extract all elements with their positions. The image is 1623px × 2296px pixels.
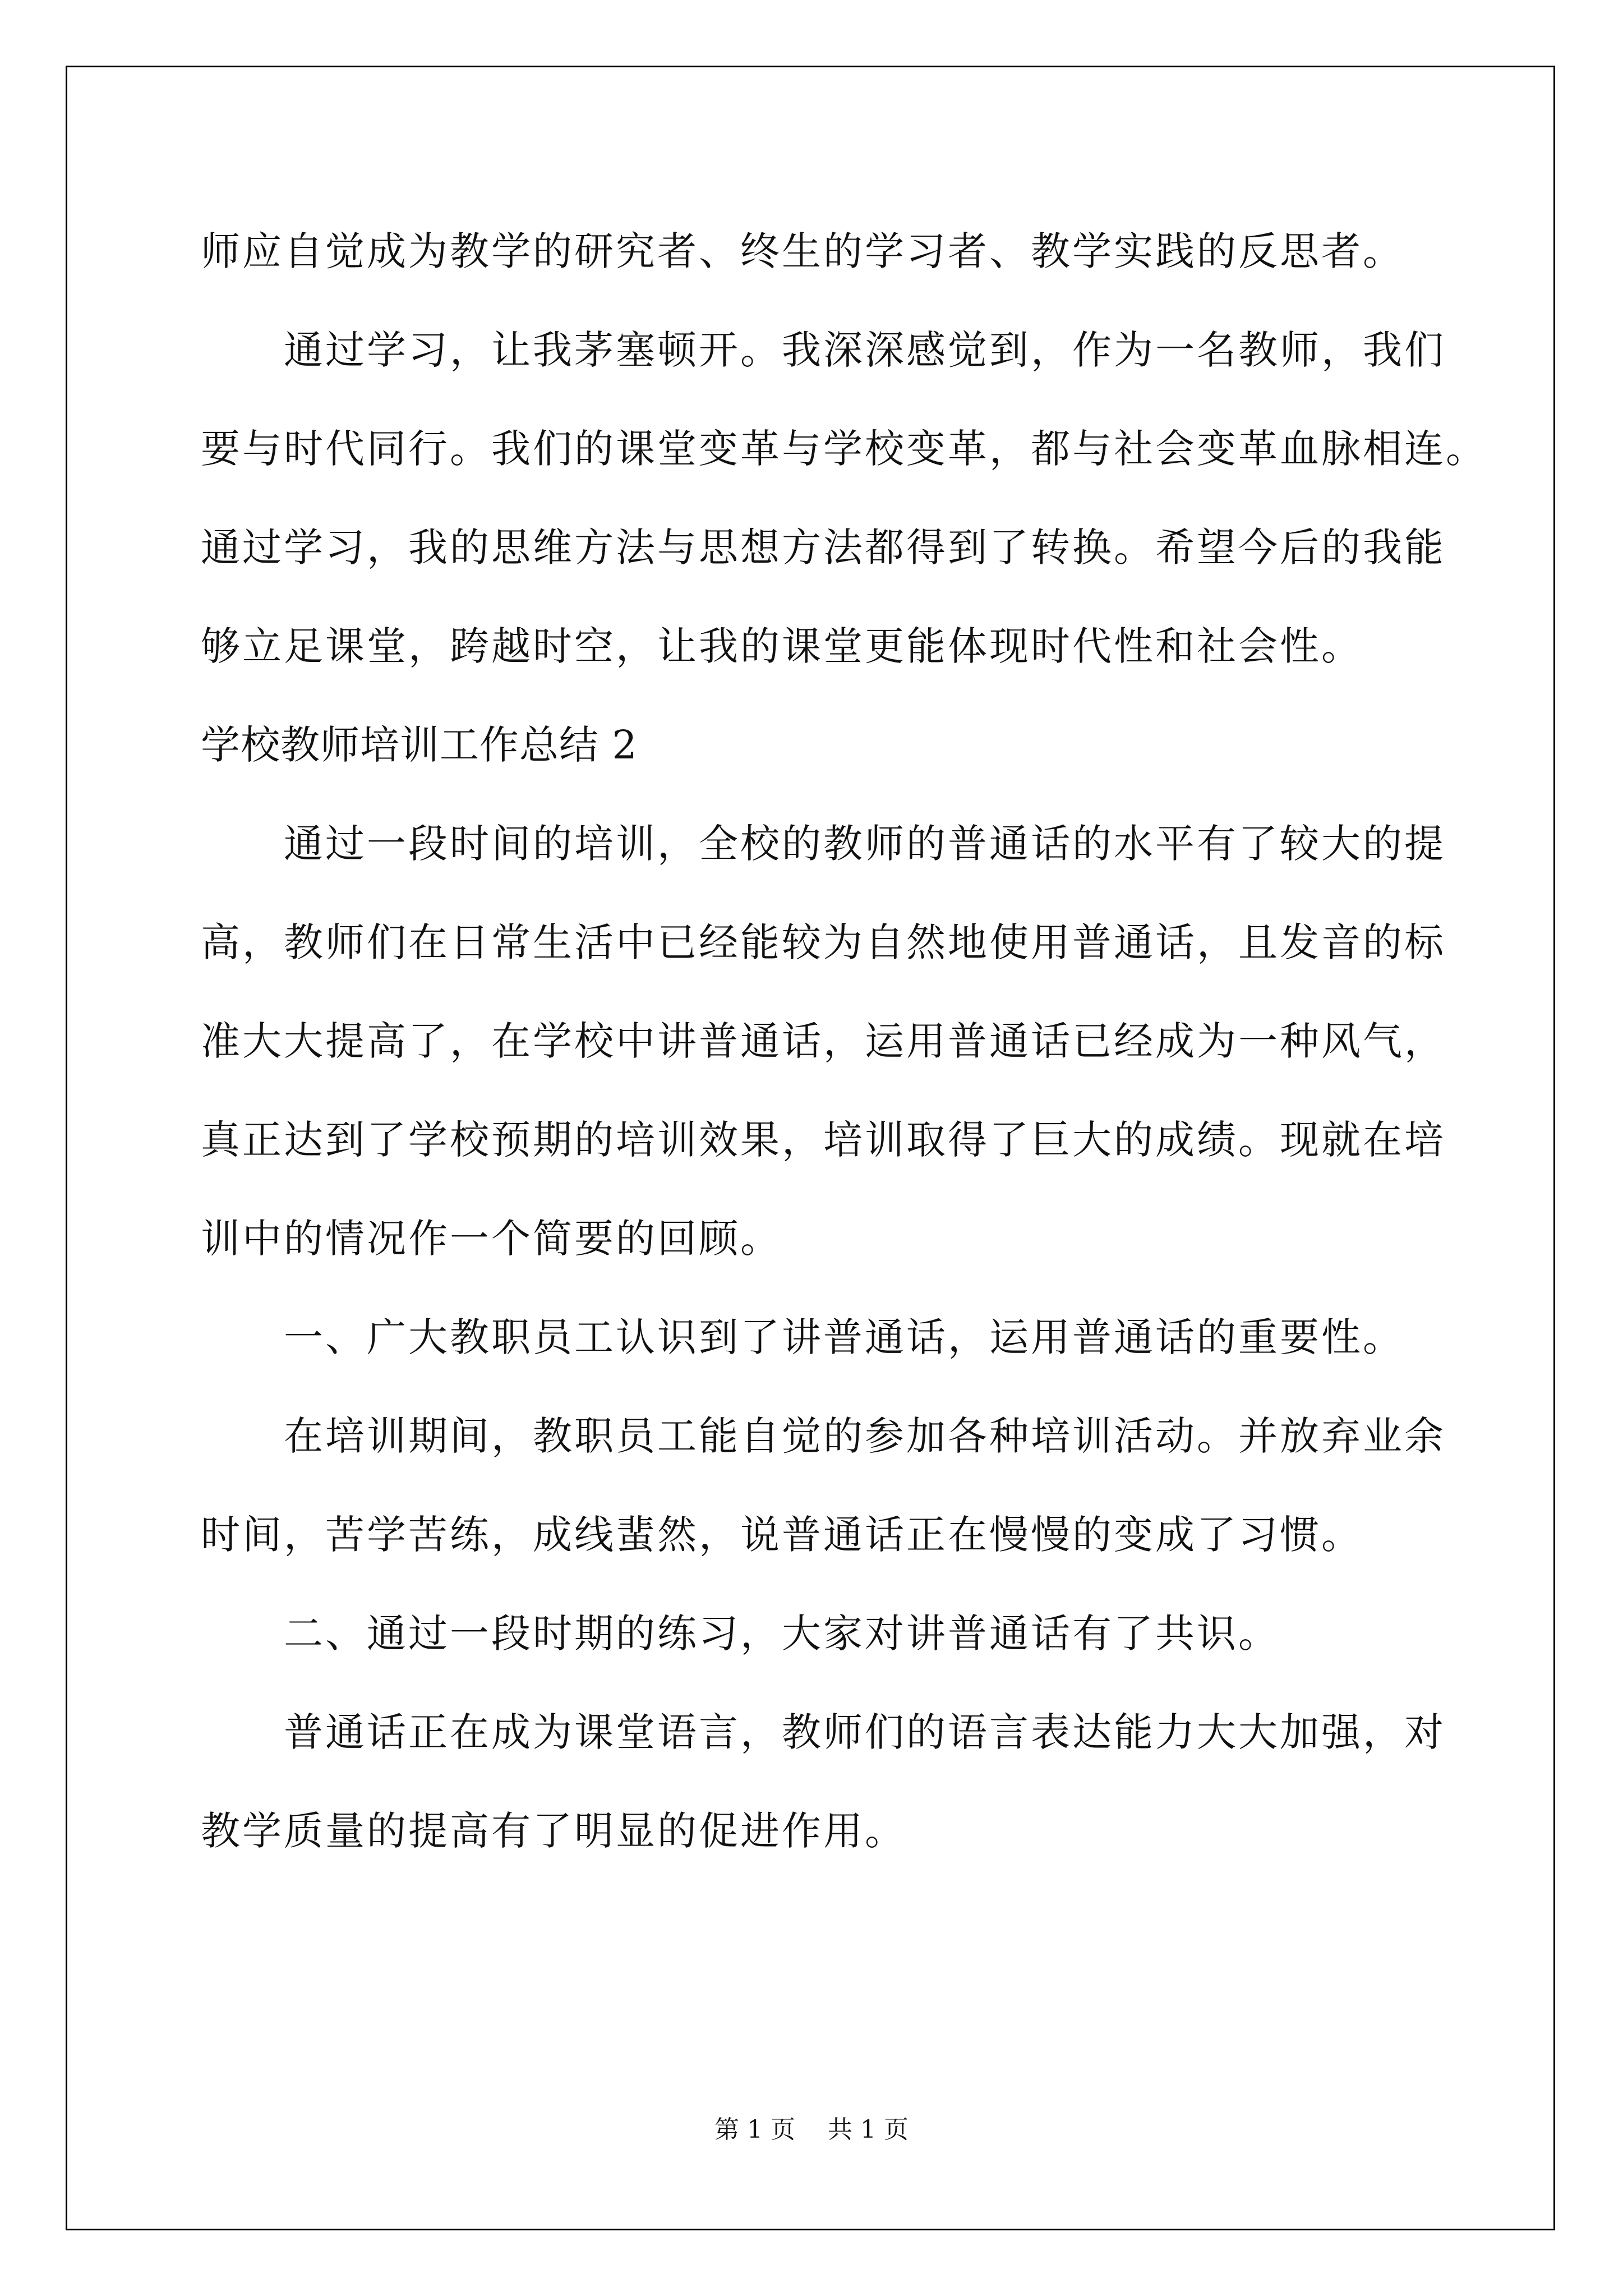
text-line: 训中的情况作一个简要的回顾。 [201, 1216, 782, 1262]
text-line: 二、通过一段时期的练习，大家对讲普通话有了共识。 [284, 1611, 1280, 1657]
text-line: 教学质量的提高有了明显的促进作用。 [201, 1808, 906, 1854]
section-heading: 学校教师培训工作总结 2 [201, 722, 638, 768]
text-line: 真正达到了学校预期的培训效果，培训取得了巨大的成绩。现就在培 [201, 1117, 1446, 1163]
document-body [201, 202, 1487, 1880]
text-line: 师应自觉成为教学的研究者、终生的学习者、教学实践的反思者。 [201, 228, 1404, 274]
text-line: 通过一段时间的培训，全校的教师的普通话的水平有了较大的提 [284, 821, 1446, 867]
text-line: 在培训期间，教职员工能自觉的参加各种培训活动。并放弃业余 [284, 1413, 1446, 1459]
text-line: 够立足课堂，跨越时空，让我的课堂更能体现时代性和社会性。 [201, 623, 1363, 669]
text-line: 时间，苦学苦练，成线蜚然，说普通话正在慢慢的变成了习惯。 [201, 1512, 1363, 1558]
text-line: 通过学习，让我茅塞顿开。我深深感觉到，作为一名教师，我们 [284, 327, 1446, 373]
text-line: 通过学习，我的思维方法与思想方法都得到了转换。希望今后的我能 [201, 524, 1446, 570]
page-footer [0, 2109, 1623, 2145]
text-line: 高，教师们在日常生活中已经能较为自然地使用普通话，且发音的标 [201, 919, 1446, 965]
text-line: 普通话正在成为课堂语言，教师们的语言表达能力大大加强，对 [284, 1709, 1446, 1755]
text-line: 一、广大教职员工认识到了讲普通话，运用普通话的重要性。 [284, 1314, 1404, 1360]
page-total: 共 1 页 [828, 2115, 909, 2144]
page-number: 第 1 页 [714, 2115, 795, 2144]
text-line: 准大大提高了，在学校中讲普通话，运用普通话已经成为一种风气， [201, 1018, 1446, 1064]
text-line: 要与时代同行。我们的课堂变革与学校变革，都与社会变革血脉相连。 [201, 426, 1487, 472]
